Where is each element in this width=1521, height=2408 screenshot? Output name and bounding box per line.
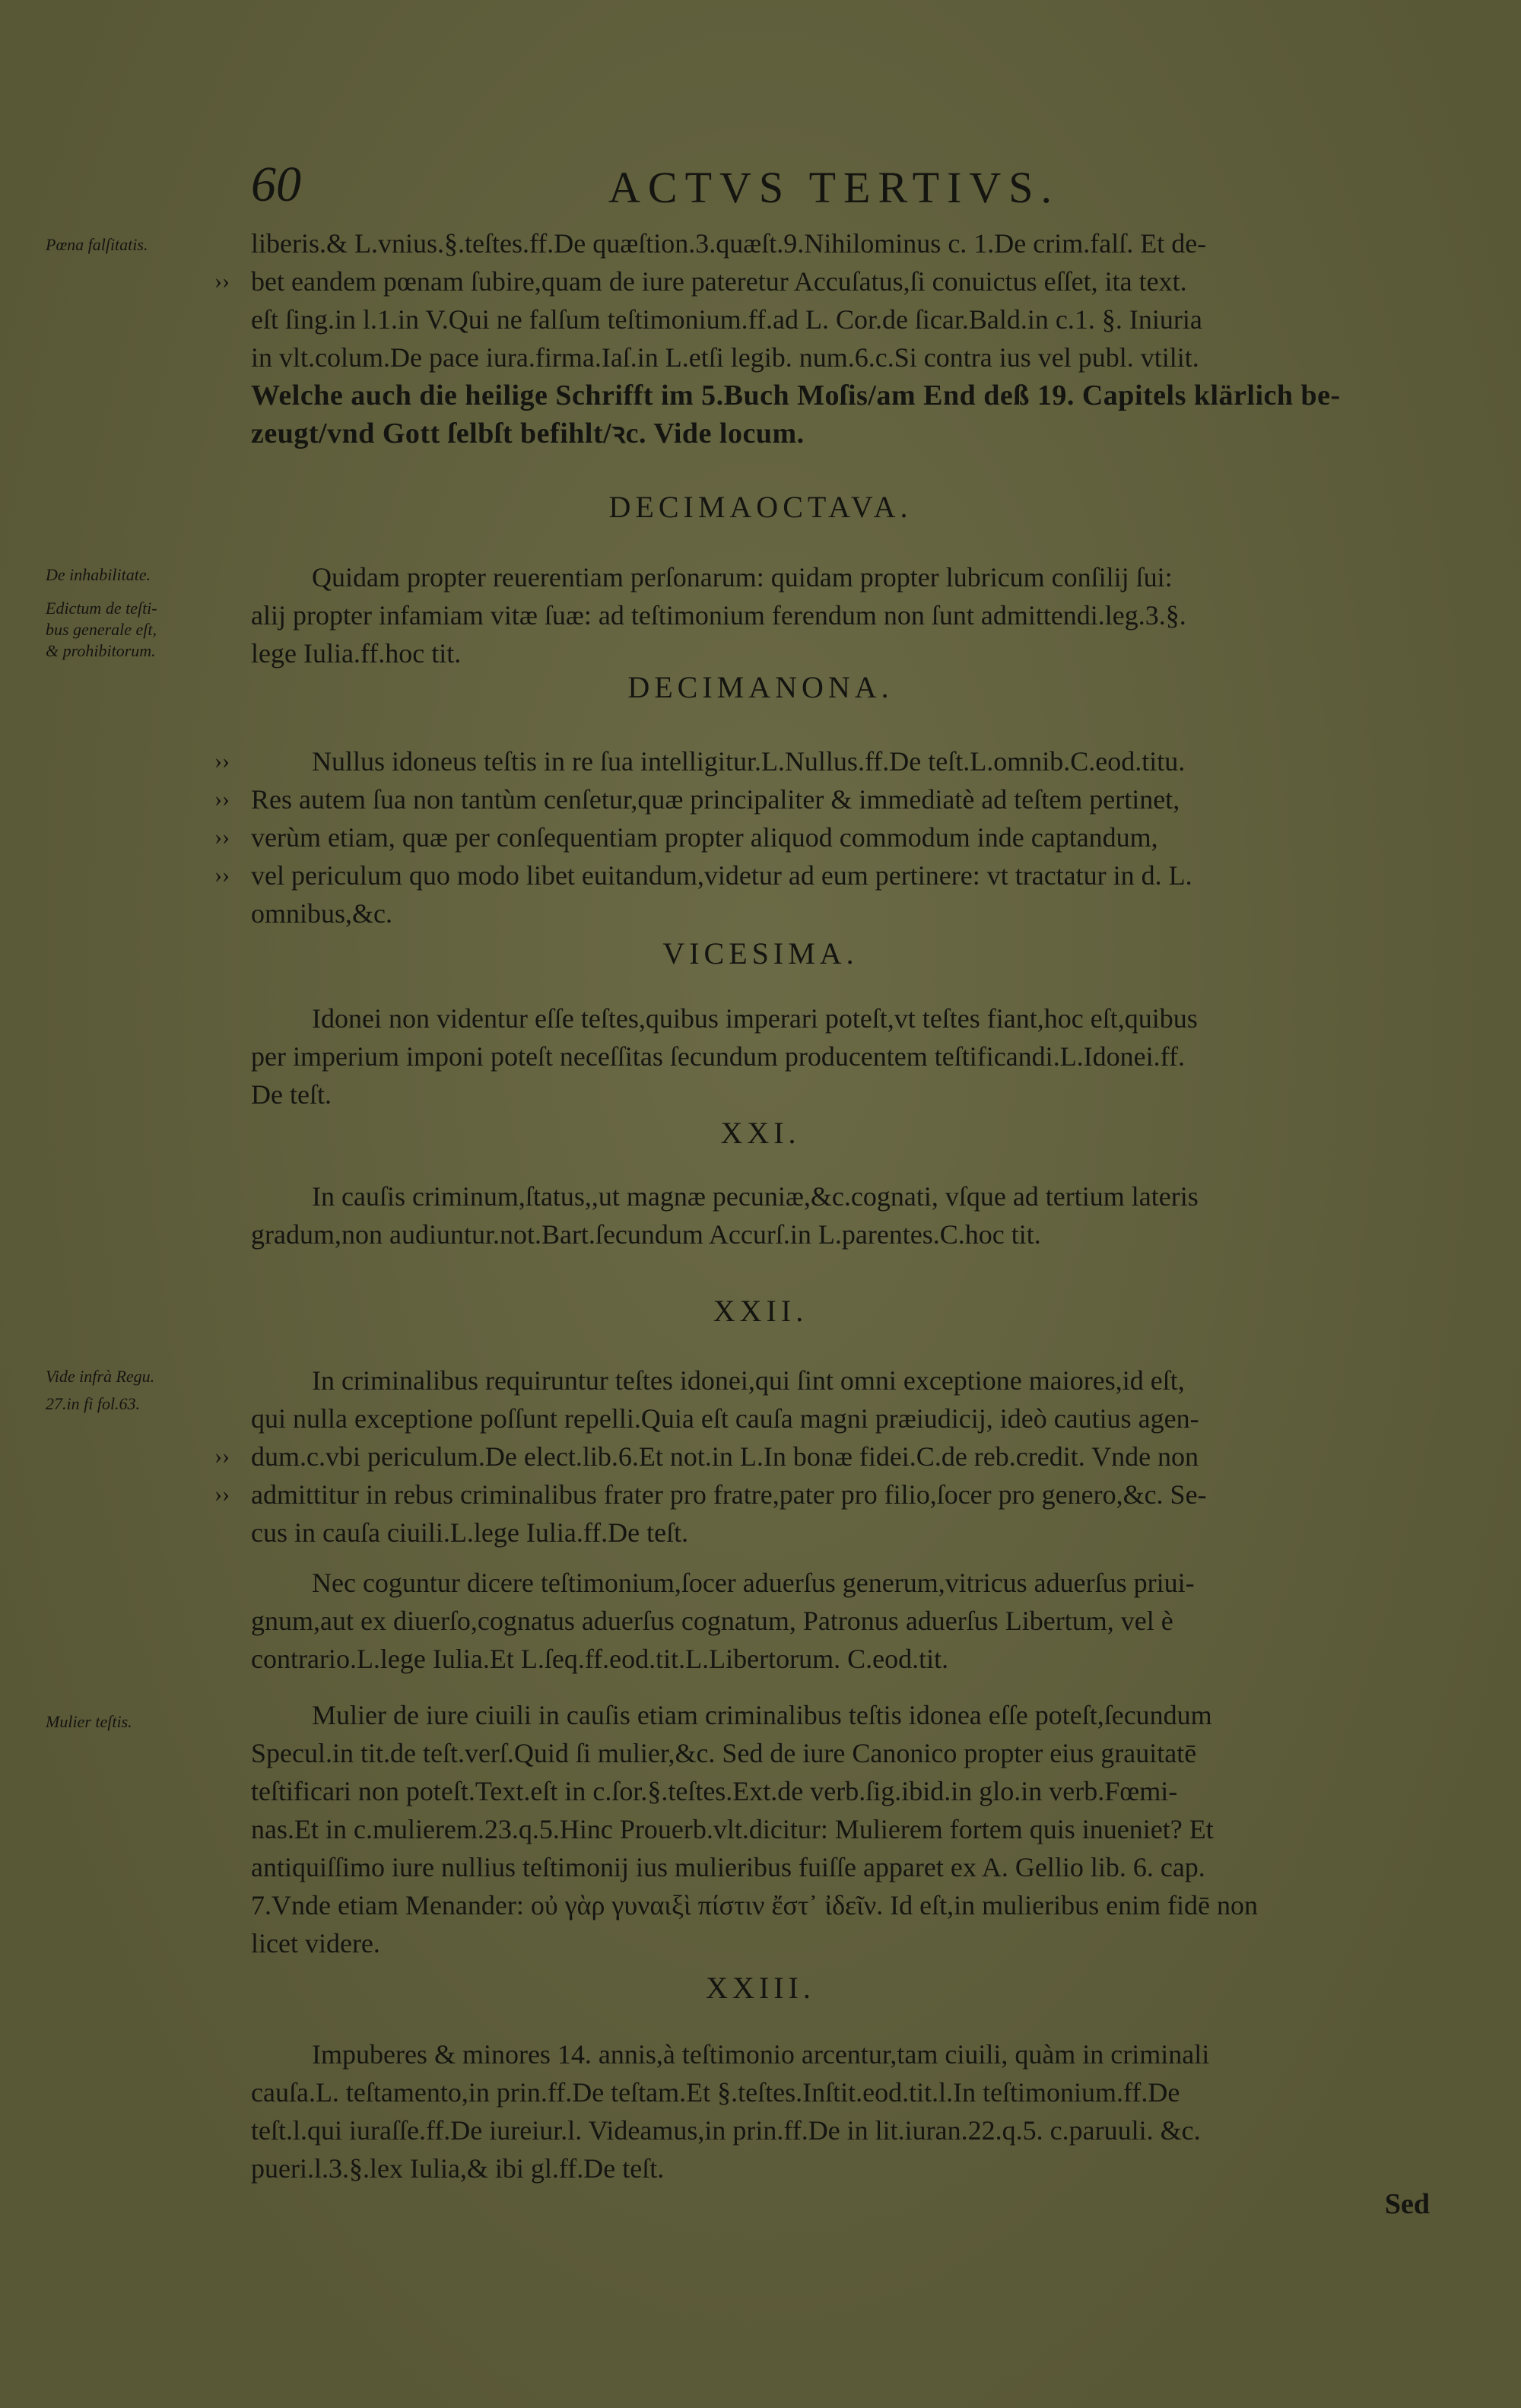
citation-mark: ›› — [214, 1482, 230, 1507]
text-line — [214, 780, 1437, 818]
paragraph — [214, 1361, 1437, 1552]
text-line — [214, 818, 1437, 856]
citation-mark: ›› — [214, 1444, 230, 1469]
text-line: licet videre. — [251, 1928, 380, 1958]
text-line: 7.Vnde etiam Menander: οὐ γὰρ γυναιξὶ πίστιν ἔστ᾽ ἰδεῖν. Id eſt,in mulieribus enim fidē non — [251, 1890, 1259, 1920]
text-line-content: Res autem ſua non tantùm cenſetur,quæ principaliter & immediatè ad teſtem pertinet, — [251, 784, 1180, 815]
section-heading: XXI. — [720, 1116, 801, 1150]
text-line: zeugt/vnd Gott ſelbſt befihlt/ꝛc. Vide locum. — [251, 418, 805, 450]
citation-mark: ›› — [214, 862, 230, 888]
paragraph — [214, 742, 1437, 932]
text-line: antiquiſſimo iure nullius teſtimonij ius mulieribus fuiſſe apparet ex A. Gellio lib. 6. cap. — [251, 1852, 1205, 1882]
text-line: Nec coguntur dicere teſtimonium,ſocer aduerſus generum,vitricus aduerſus priui- — [312, 1568, 1195, 1598]
margin-note: Pœna falſitatis. — [46, 235, 148, 254]
text-line: contrario.L.lege Iulia.Et L.ſeq.ff.eod.tit.L.Libertorum. C.eod.tit. — [251, 1644, 949, 1674]
page-number: 60 — [251, 157, 301, 212]
text-line-content: admittitur in rebus criminalibus frater pro fratre,pater pro filio,ſocer pro genero,&c. Se- — [251, 1479, 1207, 1510]
margin-note: bus generale eſt, — [46, 620, 157, 639]
text-line: In criminalibus requiruntur teſtes idonei,qui ſint omni exceptione maiores,id eſt, — [312, 1365, 1185, 1396]
paragraph — [251, 2035, 1437, 2187]
text-line — [214, 1476, 1437, 1514]
catchword: Sed — [1384, 2188, 1430, 2220]
text-line-content: bet eandem pœnam ſubire,quam de iure pateretur Accuſatus,ſi conuictus eſſet, ita text. — [251, 266, 1187, 297]
text-line: lege Iulia.ff.hoc tit. — [251, 638, 462, 669]
text-line-content: Nullus idoneus teſtis in re ſua intelligitur.L.Nullus.ff.De teſt.L.omnib.C.eod.titu. — [312, 746, 1186, 777]
page-header — [251, 156, 1164, 224]
text-line-content: verùm etiam, quæ per conſequentiam propter aliquod commodum inde captandum, — [251, 822, 1158, 853]
text-line: Mulier de iure ciuili in cauſis etiam criminalibus teſtis idonea eſſe poteſt,ſecundum — [312, 1700, 1212, 1730]
text-line: In cauſis criminum,ſtatus,,ut magnæ pecuniæ,&c.cognati, vſque ad tertium lateris — [312, 1181, 1199, 1212]
section-heading: VICESIMA. — [662, 936, 859, 971]
text-line: gnum,aut ex diuerſo,cognatus aduerſus cognatum, Patronus aduerſus Libertum, vel è — [251, 1606, 1173, 1636]
paragraph — [251, 1564, 1437, 1678]
margin-note: Edictum de teſti- — [46, 599, 157, 618]
margin-note: De inhabilitate. — [46, 565, 151, 584]
citation-mark: ›› — [214, 748, 230, 774]
paragraph — [251, 1177, 1437, 1253]
margin-note: 27.in fi fol.63. — [46, 1394, 141, 1413]
margin-note: Mulier teſtis. — [46, 1712, 132, 1731]
paragraph — [214, 224, 1437, 453]
text-line-content: dum.c.vbi periculum.De elect.lib.6.Et not.in L.In bonæ fidei.C.de reb.credit. Vnde non — [251, 1441, 1199, 1472]
text-line: Impuberes & minores 14. annis,à teſtimonio arcentur,tam ciuili, quàm in criminali — [312, 2039, 1210, 2070]
text-line: nas.Et in c.mulierem.23.q.5.Hinc Prouerb.vlt.dicitur: Mulierem fortem quis inueniet? Et — [251, 1814, 1214, 1844]
citation-mark: ›› — [214, 824, 230, 850]
text-line: in vlt.colum.De pace iura.firma.Iaſ.in L.etſi legib. num.6.c.Si contra ius vel publ. vtilit. — [251, 342, 1199, 373]
text-line — [214, 856, 1437, 894]
text-line: gradum,non audiuntur.not.Bart.ſecundum Accurſ.in L.parentes.C.hoc tit. — [251, 1219, 1041, 1250]
text-line: liberis.& L.vnius.§.teſtes.ff.De quæſtion.3.quæſt.9.Nihilominus c. 1.De crim.falſ. Et de- — [251, 228, 1207, 259]
paragraph — [251, 1696, 1437, 1962]
text-line: eſt ſing.in l.1.in V.Qui ne falſum teſtimonium.ff.ad L. Cor.de ſicar.Bald.in c.1. §. Iniuria — [251, 304, 1202, 335]
citation-mark: ›› — [214, 268, 230, 294]
text-line: qui nulla exceptione poſſunt repelli.Quia eſt cauſa magni præiudicij, ideò cautius agen- — [251, 1403, 1199, 1434]
text-line: alij propter infamiam vitæ ſuæ: ad teſtimonium ferendum non ſunt admittendi.leg.3.§. — [251, 600, 1186, 631]
section-heading: XXIII. — [706, 1971, 815, 2005]
paragraph — [251, 558, 1437, 672]
text-line: Welche auch die heilige Schrifft im 5.Buch Moſis/am End deß 19. Capitels klärlich be- — [251, 380, 1341, 411]
citation-mark: ›› — [214, 786, 230, 812]
text-line: Specul.in tit.de teſt.verſ.Quid ſi mulier,&c. Sed de iure Canonico propter eius grauitatē — [251, 1738, 1197, 1768]
text-line: omnibus,&c. — [251, 898, 392, 929]
text-line: teſtificari non poteſt.Text.eſt in c.ſor.§.teſtes.Ext.de verb.ſig.ibid.in glo.in verb.Fœmi- — [251, 1776, 1178, 1806]
text-line: pueri.l.3.§.lex Iulia,& ibi gl.ff.De teſt. — [251, 2153, 665, 2184]
running-title: ACTVS TERTIVS. — [608, 163, 1060, 212]
text-line — [214, 742, 1437, 780]
text-line: per imperium imponi poteſt neceſſitas ſecundum producentem teſtificandi.L.Idonei.ff. — [251, 1041, 1185, 1072]
text-line — [214, 262, 1437, 300]
text-line: cauſa.L. teſtamento,in prin.ff.De teſtam.Et §.teſtes.Inſtit.eod.tit.l.In teſtimonium.ff.De — [251, 2077, 1180, 2108]
text-line: teſt.l.qui iuraſſe.ff.De iureiur.l. Videamus,in prin.ff.De in lit.iuran.22.q.5. c.paruuli. &c. — [251, 2115, 1201, 2146]
section-heading: DECIMANONA. — [627, 670, 894, 704]
text-line — [214, 1437, 1437, 1476]
text-line-content: vel periculum quo modo libet euitandum,videtur ad eum pertinere: vt tractatur in d. L. — [251, 860, 1192, 891]
section-heading: DECIMAOCTAVA. — [608, 490, 913, 524]
text-line: De teſt. — [251, 1079, 332, 1110]
text-line: cus in cauſa ciuili.L.lege Iulia.ff.De teſt. — [251, 1517, 689, 1548]
margin-note: & prohibitorum. — [46, 641, 156, 660]
section-heading: XXII. — [713, 1294, 808, 1328]
margin-note: Vide infrà Regu. — [46, 1367, 155, 1386]
text-line: Idonei non videntur eſſe teſtes,quibus imperari poteſt,vt teſtes fiant,hoc eſt,quibus — [312, 1003, 1198, 1034]
text-line: Quidam propter reuerentiam perſonarum: quidam propter lubricum conſilij ſui: — [312, 562, 1173, 592]
paragraph — [251, 999, 1437, 1113]
